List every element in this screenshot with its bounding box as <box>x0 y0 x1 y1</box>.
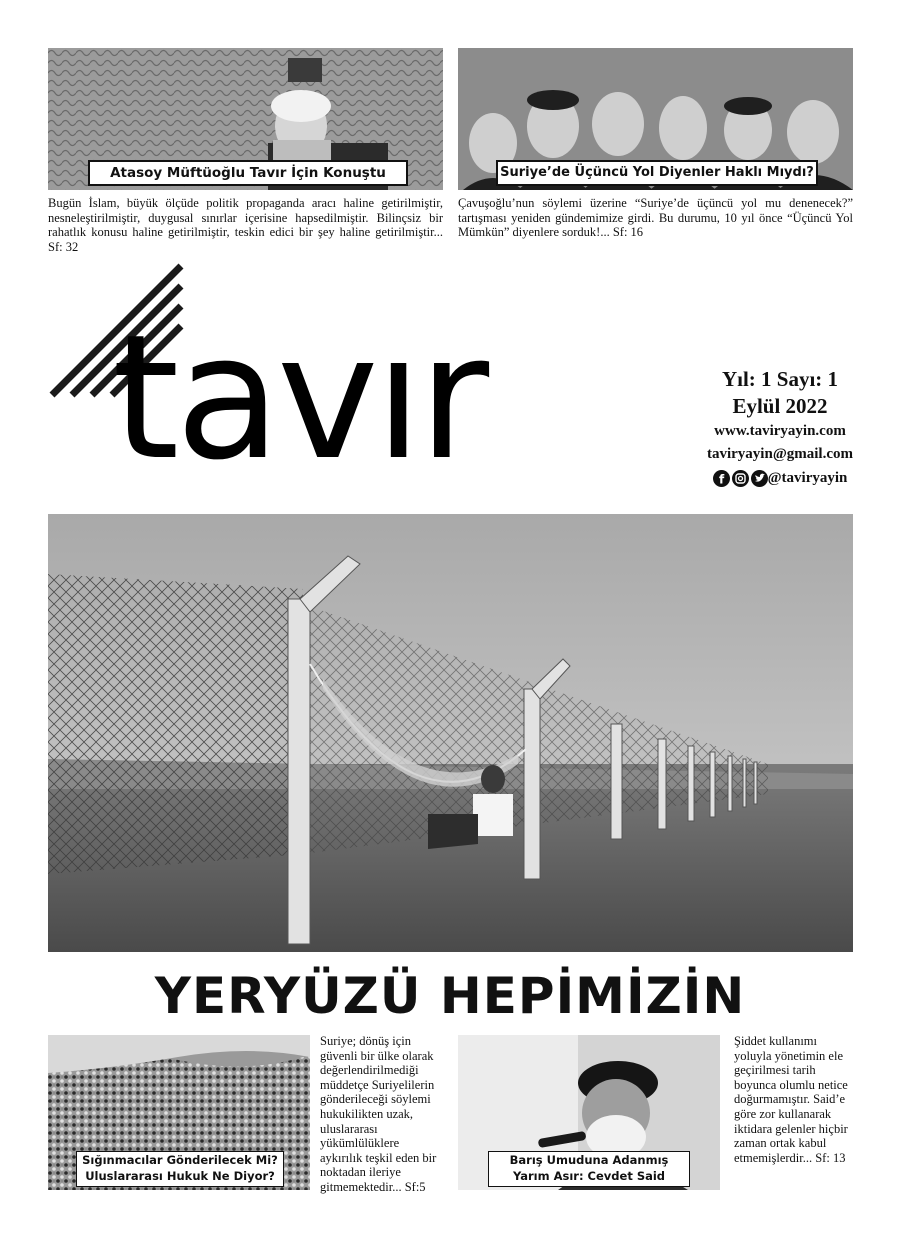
masthead-logo: tavır <box>112 297 486 498</box>
caption-atasoy: Atasoy Müftüoğlu Tavır İçin Konuştu <box>88 160 408 186</box>
teaser-text-refugees: Suriye; dönüş için güvenli bir ülke olarak değerlendirilmediği müddetçe Suriyelilerin gönderileceği söylemi hukukilikten uzak, uluslararası yükümlülüklere aykırılık teşkil eden bir noktadan ileriye gitmemektedir... Sf:5 <box>320 1034 437 1194</box>
teaser-text-atasoy: Bugün İslam, büyük ölçüde politik propaganda aracı haline getirilmiştir, nesneleştirilmiştir, duygusal sınırlar içerisine hapsedilmiştir. Bilinçsiz bir rahatlık konusu haline getirilmiştir, teskin edici bir şey haline getirilmiştir... Sf: 32 <box>48 196 443 254</box>
teaser-text-cevdet-said: Şiddet kullanımı yoluyla yönetimin ele geçirilmesi tarih boyunca olumlu netice doğurmamıştır. Said’e göre zor kullanarak iktidara gelenler hiçbir zaman ortak kabul etmemişlerdir... Sf: 13 <box>734 1034 848 1165</box>
caption-refugees <box>76 1151 284 1187</box>
issue-date: Eylül 2022 <box>732 394 828 418</box>
social-row <box>680 467 880 489</box>
social-handle[interactable]: @taviryayin <box>767 470 848 486</box>
facebook-icon[interactable] <box>713 470 730 487</box>
caption-refugees-line1: Sığınmacılar Gönderilecek Mi? <box>82 1153 278 1167</box>
instagram-icon[interactable] <box>732 470 749 487</box>
caption-cevdet-line1: Barış Umuduna Adanmış <box>509 1153 669 1167</box>
svg-text:f: f <box>718 472 724 487</box>
main-photo-hammock-fence <box>48 514 853 952</box>
website-link[interactable]: www.taviryayin.com <box>714 423 846 439</box>
caption-refugees-line2: Uluslararası Hukuk Ne Diyor? <box>85 1169 275 1183</box>
teaser-text-suriye: Çavuşoğlu’nun söylemi üzerine “Suriye’de üçüncü yol mu denenecek?” tartışması yeniden gündemimize girdi. Bu durumu, 10 yıl önce “Üçüncü Yol Mümkün” diyenlere sorduk!... Sf: 16 <box>458 196 853 239</box>
issue-number: Yıl: 1 Sayı: 1 <box>721 367 839 391</box>
caption-cevdet-said <box>488 1151 690 1187</box>
caption-suriye: Suriye’de Üçüncü Yol Diyenler Haklı Mıydı? <box>496 160 818 186</box>
email-link[interactable]: taviryayin@gmail.com <box>706 446 853 462</box>
caption-cevdet-line2: Yarım Asır: Cevdet Said <box>512 1169 666 1183</box>
twitter-icon[interactable] <box>751 470 768 487</box>
main-headline: YERYÜZÜ HEPİMİZİN <box>154 967 746 1025</box>
